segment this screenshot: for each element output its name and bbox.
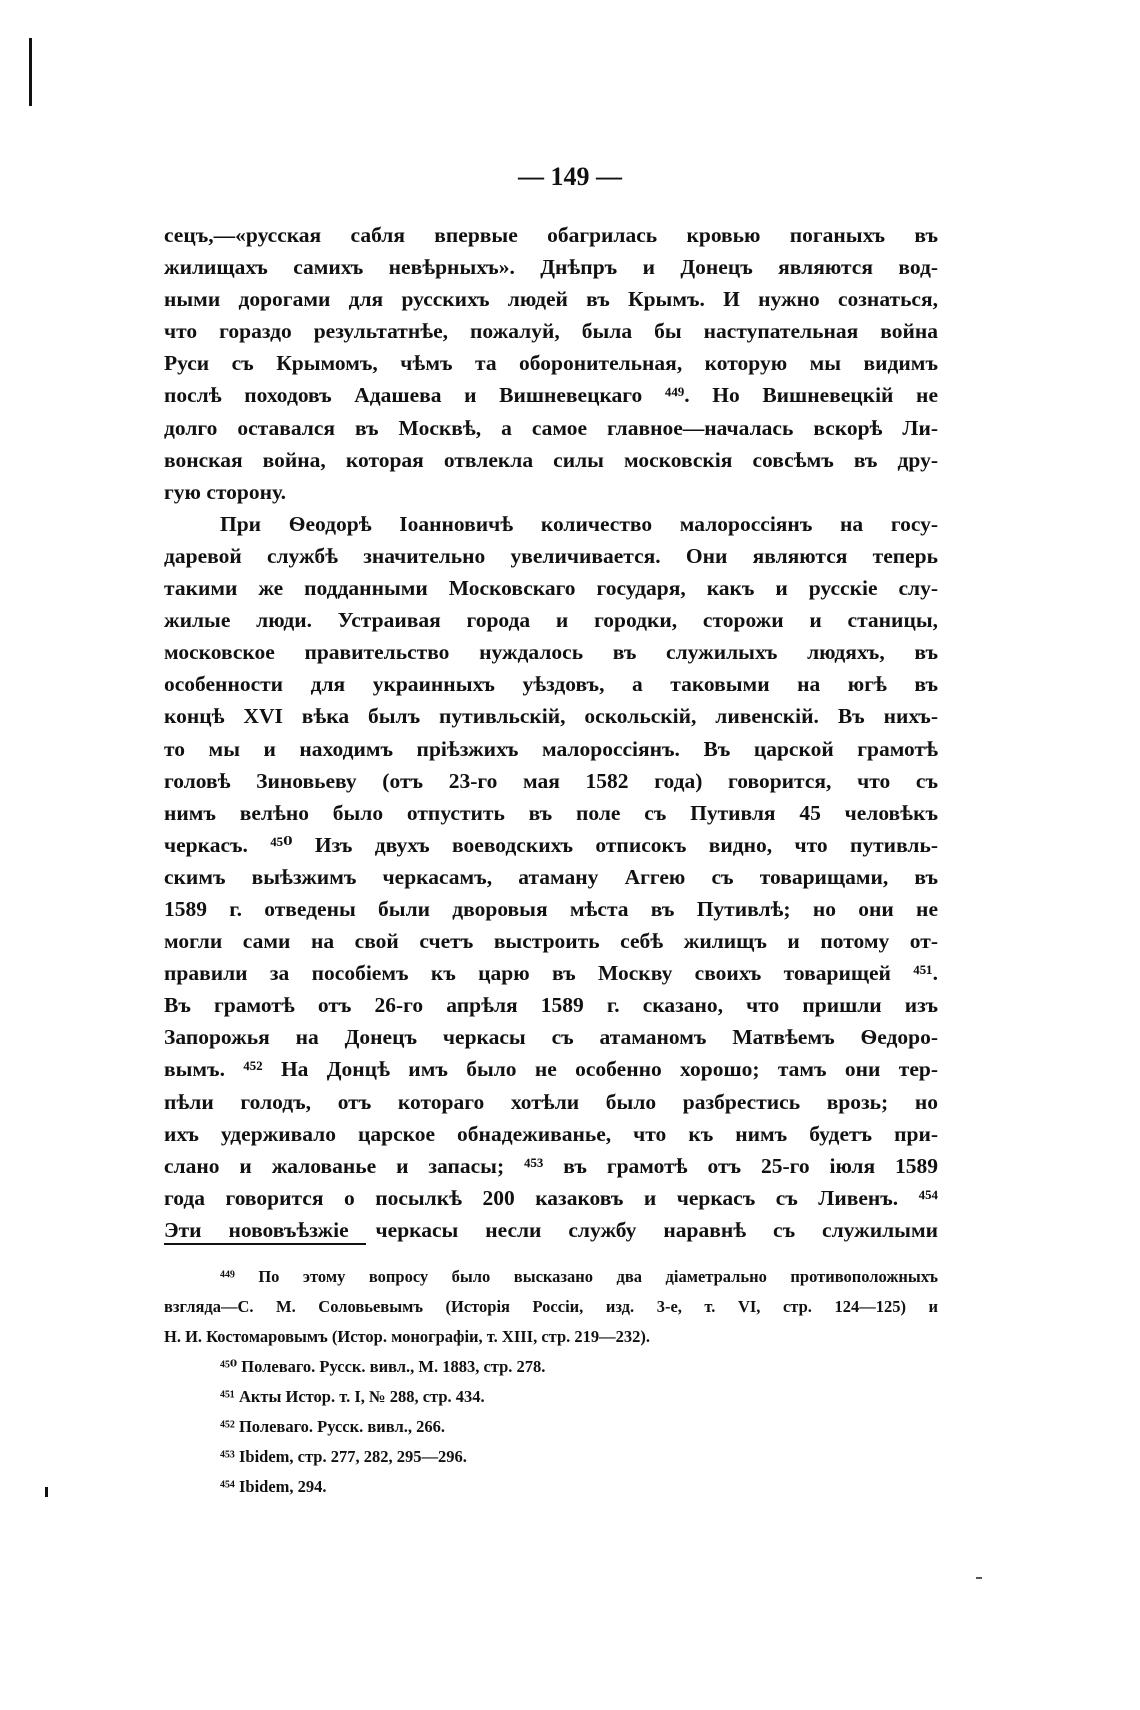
text-line: скимъ выѣзжимъ черкасамъ, атаману Аггею съ товарищами, въ [164, 864, 938, 889]
text-line: ихъ удерживало царское обнадеживанье, что къ нимъ будетъ при- [164, 1121, 938, 1146]
text-line: ными дорогами для русскихъ людей въ Крымъ. И нужно сознаться, [164, 287, 938, 312]
text-line: долго оставался въ Москвѣ, а самое главное—началась вскорѣ Ли- [164, 415, 938, 440]
text-line: то мы и находимъ пріѣзжихъ малороссіянъ. Въ царской грамотѣ [164, 736, 938, 761]
main-text [164, 219, 938, 1246]
footnote-line: ⁴⁵⁰ Полеваго. Русск. вивл., М. 1883, стр. 278. [220, 1357, 546, 1376]
text-line: особенности для украинныхъ уѣздовъ, а таковыми на югѣ въ [164, 672, 938, 697]
text-line: правили за пособіемъ къ царю въ Москву своихъ товарищей ⁴⁵¹. [164, 961, 938, 986]
text-line: 1589 г. отведены были дворовыя мѣста въ Путивлѣ; но они не [164, 896, 938, 921]
scan-artifact-mark [29, 38, 32, 106]
text-line: года говорится о посылкѣ 200 казаковъ и черкасъ съ Ливенъ. ⁴⁵⁴ [164, 1185, 938, 1210]
text-line: жилищахъ самихъ невѣрныхъ». Днѣпръ и Донецъ являются вод- [164, 255, 938, 280]
footnote-line: ⁴⁵² Полеваго. Русск. вивл., 266. [220, 1417, 445, 1436]
text-line: что гораздо результатнѣе, пожалуй, была бы наступательная война [164, 319, 938, 344]
text-line: слано и жалованье и запасы; ⁴⁵³ въ грамотѣ отъ 25-го іюля 1589 [164, 1153, 938, 1178]
text-line: могли сами на свой счетъ выстроить себѣ жилищъ и потому от- [164, 929, 938, 954]
text-line: нимъ велѣно было отпустить въ поле съ Путивля 45 человѣкъ [164, 800, 938, 825]
text-line: концѣ XVI вѣка былъ путивльскій, оскольскій, ливенскій. Въ нихъ- [164, 704, 938, 729]
footnote-line: ⁴⁴⁹ По этому вопросу было высказано два діаметрально противоположныхъ [220, 1267, 938, 1286]
footnote-line: Н. И. Костомаровымъ (Истор. монографіи, т. XIII, стр. 219—232). [164, 1327, 651, 1346]
scan-artifact-mark [976, 1577, 982, 1579]
footnote-line: ⁴⁵³ Ibidem, стр. 277, 282, 295—296. [220, 1447, 467, 1466]
text-line: московское правительство нуждалось въ служилыхъ людяхъ, въ [164, 640, 938, 665]
text-line: вымъ. ⁴⁵² На Донцѣ имъ было не особенно хорошо; тамъ они тер- [164, 1057, 938, 1082]
text-line: Въ грамотѣ отъ 26-го апрѣля 1589 г. сказано, что пришли изъ [164, 993, 938, 1018]
text-line: Запорожья на Донецъ черкасы съ атаманомъ Матвѣемъ Ѳедоро- [164, 1025, 938, 1050]
text-line: При Ѳеодорѣ Іоанновичѣ количество малороссіянъ на госу- [220, 511, 938, 536]
text-line: головѣ Зиновьеву (отъ 23-го мая 1582 года) говорится, что съ [164, 768, 938, 793]
text-line: вонская война, которая отвлекла силы московскія совсѣмъ въ дру- [164, 447, 938, 472]
text-line: даревой службѣ значительно увеличивается. Они являются теперь [164, 543, 938, 568]
footnote-line: ⁴⁵⁴ Ibidem, 294. [220, 1477, 327, 1496]
text-line: такими же подданными Московскаго государя, какъ и русскіе слу- [164, 576, 938, 601]
scan-artifact-mark [45, 1487, 48, 1497]
text-line: сецъ,—«русская сабля впервые обагрилась кровью поганыхъ въ [164, 223, 938, 247]
text-line: гую сторону. [164, 479, 286, 504]
text-line: Руси съ Крымомъ, чѣмъ та оборонительная, которую мы видимъ [164, 351, 938, 376]
page-number: — 149 — [518, 162, 622, 191]
footnote-line: взгляда—С. М. Соловьевымъ (Исторія Россіи, изд. 3-е, т. VI, стр. 124—125) и [164, 1297, 938, 1316]
text-line: жилые люди. Устраивая города и городки, сторожи и станицы, [164, 608, 938, 633]
footnotes [164, 1262, 938, 1502]
text-line: пѣли голодъ, отъ котораго хотѣли было разбрестись врозь; но [164, 1089, 938, 1114]
text-line: черкасъ. ⁴⁵⁰ Изъ двухъ воеводскихъ отписокъ видно, что путивль- [164, 832, 938, 857]
text-line: послѣ походовъ Адашева и Вишневецкаго ⁴⁴⁹. Но Вишневецкій не [164, 383, 938, 408]
footnote-divider [164, 1243, 366, 1245]
footnote-line: ⁴⁵¹ Акты Истор. т. I, № 288, стр. 434. [220, 1387, 485, 1406]
text-line: Эти нововъѣзжіе черкасы несли службу наравнѣ съ служилыми [164, 1217, 938, 1242]
